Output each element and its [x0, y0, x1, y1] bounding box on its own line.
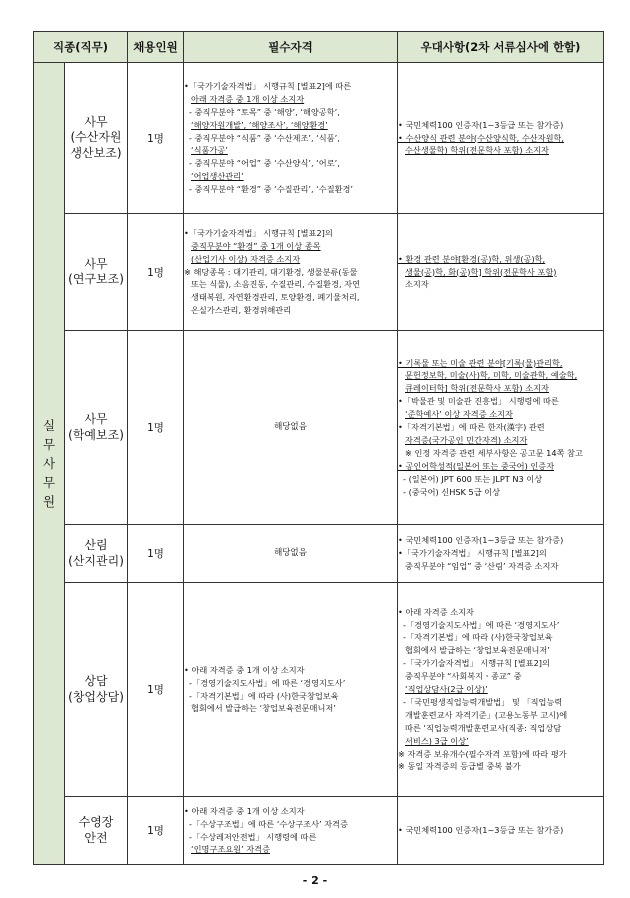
hire-count: 1명 — [128, 63, 184, 214]
hire-count: 1명 — [128, 797, 184, 865]
job-title: 사무 (연구보조) — [65, 214, 128, 331]
table-row — [34, 797, 604, 865]
header-hire: 채용인원 — [128, 32, 184, 63]
required-qualifications: • 아래 자격증 중 1개 이상 소지자 -「수상구조법」에 따른 ‘수상구조사’ 자격증 -「수상레저안전법」 시행령에 따른 ‘인명구조요원’ 자격증 — [184, 797, 398, 865]
required-qualifications: 해당없음 — [184, 331, 398, 525]
hire-count: 1명 — [128, 583, 184, 797]
required-qualifications: 해당없음 — [184, 525, 398, 583]
header-preferred: 우대사항(2차 서류심사에 한함) — [398, 32, 604, 63]
job-title: 사무 (학예보조) — [65, 331, 128, 525]
table-row — [34, 525, 604, 583]
table-row — [34, 331, 604, 525]
hire-count: 1명 — [128, 331, 184, 525]
job-title: 상담 (창업상담) — [65, 583, 128, 797]
preferred-qualifications: • 국민체력100 인증자(1~3등급 또는 참가증) — [398, 797, 604, 865]
table-row — [34, 214, 604, 331]
required-qualifications: • 아래 자격증 중 1개 이상 소지자 -「경영기술지도사법」에 따른 ‘경영지도사’ -「자격기본법」에 따라 (사)한국창업보육 협회에서 발급하는 ‘창업보육전문매니저’ — [184, 583, 398, 797]
table-header-row — [34, 32, 604, 63]
job-title: 수영장 안전 — [65, 797, 128, 865]
table-row — [34, 583, 604, 797]
hire-count: 1명 — [128, 214, 184, 331]
preferred-qualifications: • 국민체력100 인증자(1~3등급 또는 참가증) • 수산양식 관련 분야(수산양식학, 수산자원학, 수산생물학) 학위(전문학사 포함) 소지자 — [398, 63, 604, 214]
required-qualifications: •「국가기술자격법」 시행규칙 [별표2]의 중직무분야 “환경” 중 1개 이상 종목 (산업기사 이상) 자격증 소지자 ※ 해당종목 : 대기관리, 대기환경, 생물분류(동물 또는 식물), 소음진동, 수질관리, 수질환경, 자연 생태복원, 자연환경관리, 토양환경, 폐기물처리, 온실가스관리, 환경위해관리 — [184, 214, 398, 331]
hire-count: 1명 — [128, 525, 184, 583]
preferred-qualifications: • 환경 관련 분야[환경(공)학, 위생(공)학, 생물(공)학, 화(공)학] 학위(전문학사 포함) 소지자 — [398, 214, 604, 331]
preferred-qualifications: • 기록물 또는 미술 관련 분야[기록(물)관리학, 문헌정보학, 미술(사)학, 미학, 미술관학, 예술학, 큐레이터학] 학위(전문학사 포함) 소지자 •「박물관 및 미술관 진흥법」 시행령에 따른 ‘준학예사’ 이상 자격증 소지자 •「자격기본법」에 따른 한자(漢字) 관련 자격증(국가공인 민간자격) 소지자 ※ 인정 자격증 관련 세부사항은 공고문 14쪽 참고 • 공인어학성적(일본어 또는 중국어) 인증자 - (일본어) JPT 600 또는 JLPT N3 이상 - (중국어) 신HSK 5급 이상 — [398, 331, 604, 525]
page-number: - 2 - — [302, 874, 328, 887]
job-group-label: 실 무 사 무 원 — [34, 63, 65, 865]
recruitment-table — [33, 31, 604, 865]
job-title: 산림 (산지관리) — [65, 525, 128, 583]
preferred-qualifications: • 국민체력100 인증자(1~3등급 또는 참가증) •「국가기술자격법」 시행규칙 [별표2]의 중직무분야 “임업” 중 ‘산림’ 자격증 소지자 — [398, 525, 604, 583]
table-row — [34, 63, 604, 214]
header-required: 필수자격 — [184, 32, 398, 63]
required-qualifications: •「국가기술자격법」 시행규칙 [별표2]에 따른 아래 자격증 중 1개 이상 소지자 - 중직무분야 “토목” 중 ‘해양’, ‘해양공학’, ‘해양자원개발’, ‘해양조사’, ‘해양환경’ - 중직무분야 “식품” 중 ‘수산제조’, ‘식품’, ‘식품가공’ - 중직무분야 “어업” 중 ‘수산양식’, ‘어로’, ‘어업생산관리’ - 중직무분야 “환경” 중 ‘수질관리’, ‘수질환경’ — [184, 63, 398, 214]
preferred-qualifications: • 아래 자격증 소지자 -「경영기술지도사법」에 따른 ‘경영지도사’ -「자격기본법」에 따라 (사)한국창업보육 협회에서 발급하는 ‘창업보육전문매니저’ -「국가기술자격법」 시행규칙 [별표2]의 중직무분야 “사회복지ㆍ종교” 중 ‘직업상담사(2급 이상)’ -「국민평생직업능력개발법」 및 「직업능력 개발훈련교사 자격기준」(고용노동부 고시)에 따른 ‘직업능력개발훈련교사(직종: 직업상담 서비스) 3급 이상’ ※ 자격증 보유개수(필수자격 포함)에 따라 평가 ※ 동일 자격증의 등급별 중복 불가 — [398, 583, 604, 797]
job-title: 사무 (수산자원 생산보조) — [65, 63, 128, 214]
header-job: 직종(직무) — [34, 32, 128, 63]
